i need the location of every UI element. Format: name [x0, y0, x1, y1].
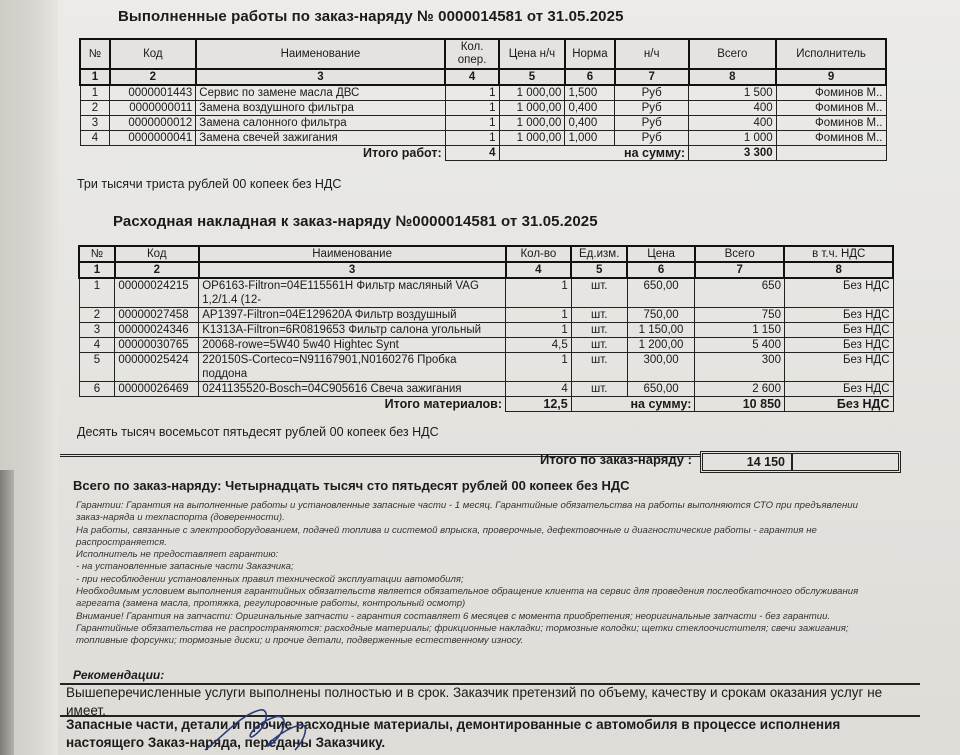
row-num: 2 — [79, 308, 115, 323]
row-total: 400 — [689, 116, 777, 131]
row-unit: шт. — [571, 323, 627, 338]
row-price: 1 000,00 — [499, 131, 565, 146]
table-row — [79, 308, 893, 323]
col-number: 2 — [110, 69, 196, 85]
row-executor: Фоминов М.. — [776, 131, 886, 146]
paper-edge — [0, 470, 14, 755]
row-executor: Фоминов М.. — [776, 116, 886, 131]
warranty-line: Внимание! Гарантия на запчасти: Оригинальные запчасти - гарантия составляет 6 месяцев с момента приобретения; неоригинальные запчасти - без гарантии. — [76, 610, 831, 622]
row-qty: 1 — [506, 308, 572, 323]
statement-parts: Запасные части, детали и прочие расходные материалы, демонтированные с автомобиля в процессе исполнения настоящего Заказ-наряда, переданы Заказчику. — [66, 717, 841, 750]
row-executor: Фоминов М.. — [776, 85, 886, 101]
row-num: 3 — [80, 116, 110, 131]
row-name: Сервис по замене масла ДВС — [196, 85, 445, 101]
row-code: 0000001443 — [110, 85, 196, 101]
col-number: 7 — [615, 69, 689, 85]
col-number: 9 — [776, 69, 886, 85]
materials-sum-label: на сумму: — [571, 397, 695, 412]
table-row — [80, 131, 886, 146]
col-header-vat: в т.ч. НДС — [784, 246, 893, 262]
warranty-line: Исполнитель не предоставляет гарантию: — [76, 549, 279, 561]
row-name — [199, 278, 506, 308]
col-number: 4 — [506, 262, 572, 278]
works-title: Выполненные работы по заказ-наряду № 0000014581 от 31.05.2025 — [118, 8, 624, 25]
col-header-num: № — [79, 246, 115, 262]
works-colnum-row — [80, 69, 886, 85]
row-num: 3 — [79, 323, 115, 338]
row-total: 5 400 — [695, 338, 785, 353]
row-name: AP1397-Filtron=04E129620A Фильтр воздушный — [199, 308, 506, 323]
row-price: 1 000,00 — [499, 101, 565, 116]
col-header-code: Код — [110, 39, 196, 69]
row-code: 00000024346 — [115, 323, 199, 338]
row-unit: Руб — [615, 85, 689, 101]
row-norm: 1,500 — [565, 85, 615, 101]
works-sum-value: 3 300 — [689, 146, 777, 161]
row-price: 650,00 — [627, 382, 695, 397]
col-header-name: Наименование — [199, 246, 506, 262]
row-qty: 1 — [445, 101, 499, 116]
row-vat: Без НДС — [784, 323, 893, 338]
warranty-line: заказ-наряда и техпаспорта (доверенности). — [76, 512, 285, 524]
signature — [200, 705, 330, 755]
materials-header-row — [79, 246, 893, 262]
materials-title: Расходная накладная к заказ-наряду №0000014581 от 31.05.2025 — [113, 213, 598, 230]
row-price: 650,00 — [627, 278, 695, 308]
col-number: 8 — [784, 262, 893, 278]
table-row — [79, 278, 893, 308]
grand-total-label: Итого по заказ-наряду : — [540, 452, 692, 467]
grand-total-box — [700, 451, 901, 473]
warranty-line: - на установленные запасные части Заказчика; — [76, 561, 294, 573]
row-total: 650 — [695, 278, 785, 308]
table-row — [79, 382, 893, 397]
col-number: 3 — [196, 69, 445, 85]
col-number: 6 — [565, 69, 615, 85]
col-header-unit: Ед.изм. — [571, 246, 627, 262]
works-total-label: Итого работ: — [363, 146, 442, 161]
row-total: 1 150 — [695, 323, 785, 338]
row-total: 750 — [695, 308, 785, 323]
col-number: 5 — [571, 262, 627, 278]
table-row — [80, 116, 886, 131]
row-total: 400 — [689, 101, 777, 116]
row-qty: 1 — [506, 323, 572, 338]
table-row — [79, 353, 893, 382]
row-unit: Руб — [615, 116, 689, 131]
row-name-line2: поддона — [202, 368, 248, 380]
works-total-count: 4 — [445, 146, 499, 161]
row-code: 00000026469 — [115, 382, 199, 397]
row-unit: шт. — [571, 308, 627, 323]
row-name-line1: 220150S-Corteco=N91167901,N0160276 Пробка — [202, 354, 457, 366]
col-number: 7 — [695, 262, 785, 278]
row-price: 750,00 — [627, 308, 695, 323]
col-number: 1 — [79, 262, 115, 278]
col-header-qty: Кол. опер. — [445, 39, 499, 69]
works-sum-words: Три тысячи триста рублей 00 копеек без НДС — [77, 177, 342, 191]
row-norm: 0,400 — [565, 101, 615, 116]
row-qty: 1 — [445, 85, 499, 101]
table-row — [80, 85, 886, 101]
row-vat: Без НДС — [784, 308, 893, 323]
row-qty: 1 — [506, 353, 572, 382]
row-code: 00000030765 — [115, 338, 199, 353]
col-number: 1 — [80, 69, 110, 85]
row-vat: Без НДС — [784, 382, 893, 397]
row-name: Замена свечей зажигания — [196, 131, 445, 146]
warranty-line: Гарантийные обязательства не распространяются: расходные материалы; фрикционные накладки; тормозные колодки; щетки стеклоочистителя; свечи зажигания; — [76, 622, 849, 634]
warranty-line: распространяется. — [76, 536, 167, 548]
grand-total-value: 14 150 — [703, 454, 793, 470]
col-number: 3 — [199, 262, 506, 278]
warranty-line: На работы, связанные с электрооборудованием, подачей топлива и системой впрыска, проверочные, дефектовочные и диагностические работы - гарантия не — [76, 524, 817, 536]
row-name: K1313A-Filtron=6R0819653 Фильтр салона угольный — [199, 323, 506, 338]
works-total-row — [80, 146, 886, 161]
col-header-total: Всего — [695, 246, 785, 262]
statement-services: Вышеперечисленные услуги выполнены полностью и в срок. Заказчик претензий по объему, качеству и срокам оказания услуг не имеет. — [66, 685, 883, 718]
works-header-row — [80, 39, 886, 69]
materials-total-qty: 12,5 — [506, 397, 572, 412]
row-unit: Руб — [615, 131, 689, 146]
row-unit: Руб — [615, 101, 689, 116]
col-number: 2 — [115, 262, 199, 278]
col-header-name: Наименование — [196, 39, 445, 69]
row-code: 0000000041 — [110, 131, 196, 146]
row-vat: Без НДС — [784, 338, 893, 353]
row-unit: шт. — [571, 278, 627, 308]
row-num: 6 — [79, 382, 115, 397]
row-num: 4 — [80, 131, 110, 146]
col-header-qty: Кол-во — [506, 246, 572, 262]
materials-total-row — [79, 397, 893, 412]
col-number: 6 — [627, 262, 695, 278]
warranty-line: топливные форсунки; тормозные диски; и прочие детали, подверженные естественному износу. — [76, 635, 524, 647]
col-header-num: № — [80, 39, 110, 69]
row-total: 1 000 — [689, 131, 777, 146]
row-vat: Без НДС — [784, 353, 893, 382]
row-price: 1 000,00 — [499, 116, 565, 131]
row-num: 4 — [79, 338, 115, 353]
table-row — [80, 101, 886, 116]
row-total: 1 500 — [689, 85, 777, 101]
row-price: 1 000,00 — [499, 85, 565, 101]
col-number: 5 — [499, 69, 565, 85]
materials-total-label: Итого материалов: — [384, 397, 502, 412]
table-row — [79, 323, 893, 338]
row-total: 300 — [695, 353, 785, 382]
row-qty: 1 — [445, 131, 499, 146]
row-norm: 1,000 — [565, 131, 615, 146]
warranty-line: агрегата (замена масла, протяжка, регулировочные работы, контрольный осмотр) — [76, 598, 466, 610]
col-header-code: Код — [115, 246, 199, 262]
warranty-line: Необходимым условием выполнения гарантийных обязательств является обязательное обращение клиента на сервис для проведения послеобкаточного обслуживания — [76, 586, 859, 598]
row-executor: Фоминов М.. — [776, 101, 886, 116]
row-name-line2: 1,2/1.4 (12- — [202, 294, 262, 306]
recommendations-label: Рекомендации: — [73, 668, 165, 682]
works-sum-label: на сумму: — [499, 146, 688, 161]
works-table — [79, 38, 887, 161]
row-price: 300,00 — [627, 353, 695, 382]
col-header-executor: Исполнитель — [776, 39, 886, 69]
col-header-unit: н/ч — [615, 39, 689, 69]
col-number: 8 — [689, 69, 777, 85]
row-price: 1 150,00 — [627, 323, 695, 338]
materials-table — [78, 245, 894, 412]
col-header-total: Всего — [689, 39, 777, 69]
row-num: 2 — [80, 101, 110, 116]
row-code: 00000025424 — [115, 353, 199, 382]
row-name: Замена салонного фильтра — [196, 116, 445, 131]
works-sum-empty — [776, 146, 886, 161]
table-row — [79, 338, 893, 353]
row-qty: 4,5 — [506, 338, 572, 353]
row-total: 2 600 — [695, 382, 785, 397]
materials-sum-vat: Без НДС — [784, 397, 893, 412]
row-qty: 1 — [506, 278, 572, 308]
row-price: 1 200,00 — [627, 338, 695, 353]
row-unit: шт. — [571, 338, 627, 353]
warranty-line: - при несоблюдении установленных правил технической эксплуатации автомобиля; — [76, 573, 464, 585]
col-header-price: Цена н/ч — [499, 39, 565, 69]
warranty-terms — [76, 500, 906, 648]
materials-colnum-row — [79, 262, 893, 278]
warranty-line: Гарантии: Гарантия на выполненные работы и установленные запасные части - 1 месяц. Гарантийные обязательства на работы выполняются СТО при предъявлении — [76, 500, 858, 511]
col-header-norm: Норма — [565, 39, 615, 69]
row-code: 0000000012 — [110, 116, 196, 131]
row-name: Замена воздушного фильтра — [196, 101, 445, 116]
row-name — [199, 353, 506, 382]
row-qty: 1 — [445, 116, 499, 131]
row-name-line1: OP6163-Filtron=04E115561H Фильтр масляный VAG — [202, 280, 479, 292]
row-qty: 4 — [506, 382, 572, 397]
row-norm: 0,400 — [565, 116, 615, 131]
row-code: 00000027458 — [115, 308, 199, 323]
row-code: 0000000011 — [110, 101, 196, 116]
row-unit: шт. — [571, 353, 627, 382]
row-num: 1 — [79, 278, 115, 308]
row-name: 0241135520-Bosch=04C905616 Свеча зажигания — [199, 382, 506, 397]
row-code: 00000024215 — [115, 278, 199, 308]
materials-sum-value: 10 850 — [695, 397, 785, 412]
grand-total-words: Всего по заказ-наряду: Четырнадцать тысяч сто пятьдесят рублей 00 копеек без НДС — [73, 478, 630, 493]
row-num: 5 — [79, 353, 115, 382]
col-number: 4 — [445, 69, 499, 85]
col-header-price: Цена — [627, 246, 695, 262]
row-num: 1 — [80, 85, 110, 101]
row-unit: шт. — [571, 382, 627, 397]
materials-sum-words: Десять тысяч восемьсот пятьдесят рублей 00 копеек без НДС — [77, 425, 439, 439]
row-name: 20068-rowe=5W40 5w40 Hightec Synt — [199, 338, 506, 353]
row-vat: Без НДС — [784, 278, 893, 308]
